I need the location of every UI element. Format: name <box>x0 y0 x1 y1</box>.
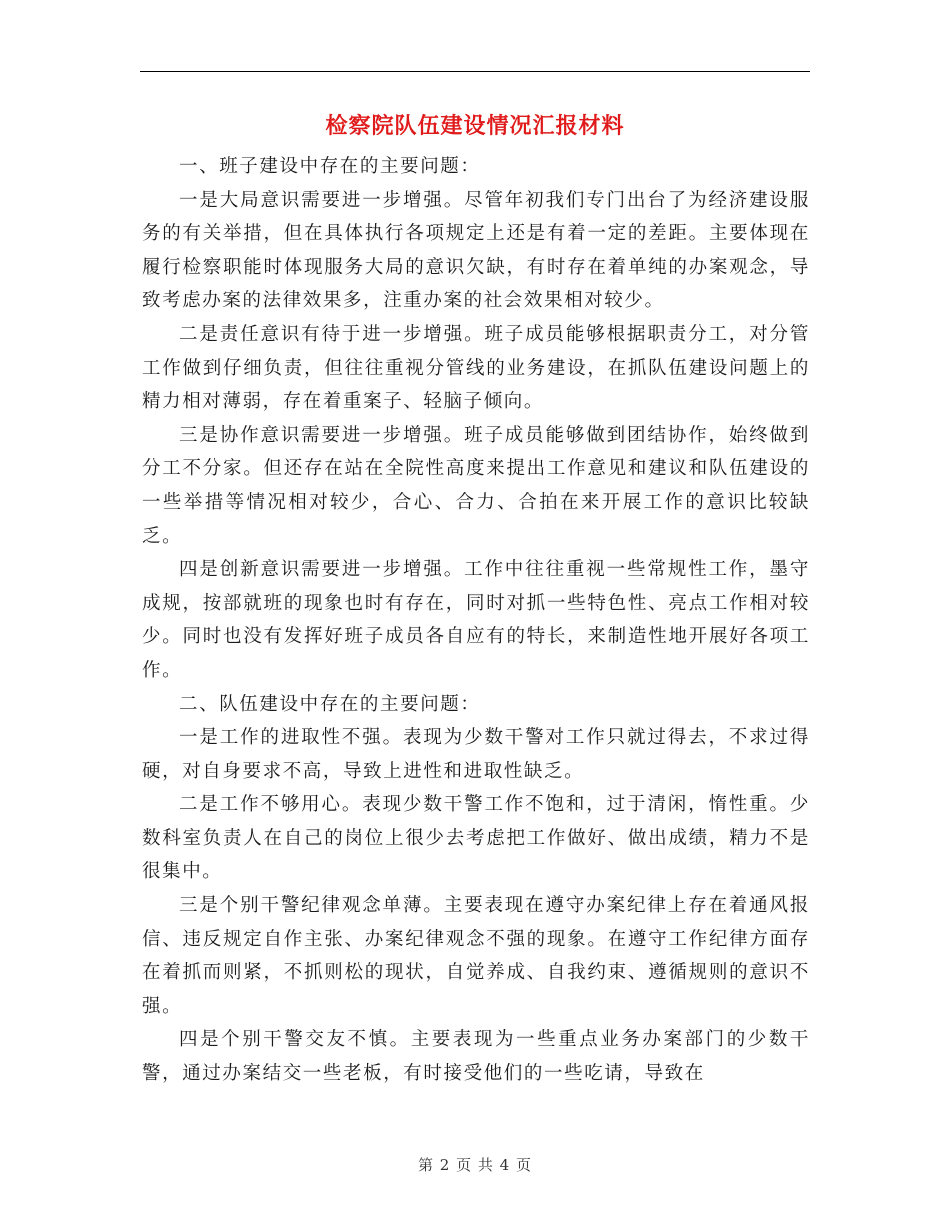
page-number: 第 2 页 共 4 页 <box>418 1156 532 1174</box>
header-rule <box>140 71 810 72</box>
body-paragraph: 二是工作不够用心。表现少数干警工作不饱和，过于清闲，惰性重。少数科室负责人在自己的岗位上很少去考虑把工作做好、做出成绩，精力不是很集中。 <box>142 794 810 883</box>
body-paragraph: 四是个别干警交友不慎。主要表现为一些重点业务办案部门的少数干警，通过办案结交一些老板，有时接受他们的一些吃请，导致在 <box>142 1029 810 1085</box>
document-title: 检察院队伍建设情况汇报材料 <box>325 113 625 139</box>
section-heading: 二、队伍建设中存在的主要问题： <box>179 693 481 715</box>
body-paragraph: 三是个别干警纪律观念单薄。主要表现在遵守办案纪律上存在着通风报信、违反规定自作主张、办案纪律观念不强的现象。在遵守工作纪律方面存在着抓而则紧，不抓则松的现状，自觉养成、自我约束、遵循规则的意识不强。 <box>142 895 810 1017</box>
body-paragraph: 二是责任意识有待于进一步增强。班子成员能够根据职责分工，对分管工作做到仔细负责，但往往重视分管线的业务建设，在抓队伍建设问题上的精力相对薄弱，存在着重案子、轻脑子倾向。 <box>142 323 810 413</box>
body-paragraph: 一是大局意识需要进一步增强。尽管年初我们专门出台了为经济建设服务的有关举措，但在具体执行各项规定上还是有着一定的差距。主要体现在履行检察职能时体现服务大局的意识欠缺，有时存在着单纯的办案观念，导致考虑办案的法律效果多，注重办案的社会效果相对较少。 <box>142 189 810 312</box>
section-heading: 一、班子建设中存在的主要问题： <box>179 156 481 177</box>
body-paragraph: 一是工作的进取性不强。表现为少数干警对工作只就过得去，不求过得硬，对自身要求不高，导致上进性和进取性缺乏。 <box>142 727 810 782</box>
document-body <box>142 150 810 1091</box>
body-paragraph: 四是创新意识需要进一步增强。工作中往往重视一些常规性工作，墨守成规，按部就班的现象也时有存在，同时对抓一些特色性、亮点工作相对较少。同时也没有发挥好班子成员各自应有的特长，来制造性地开展好各项工作。 <box>142 559 810 681</box>
body-paragraph: 三是协作意识需要进一步增强。班子成员能够做到团结协作，始终做到分工不分家。但还存在站在全院性高度来提出工作意见和建议和队伍建设的一些举措等情况相对较少，合心、合力、合拍在来开展工作的意识比较缺乏。 <box>142 424 810 547</box>
